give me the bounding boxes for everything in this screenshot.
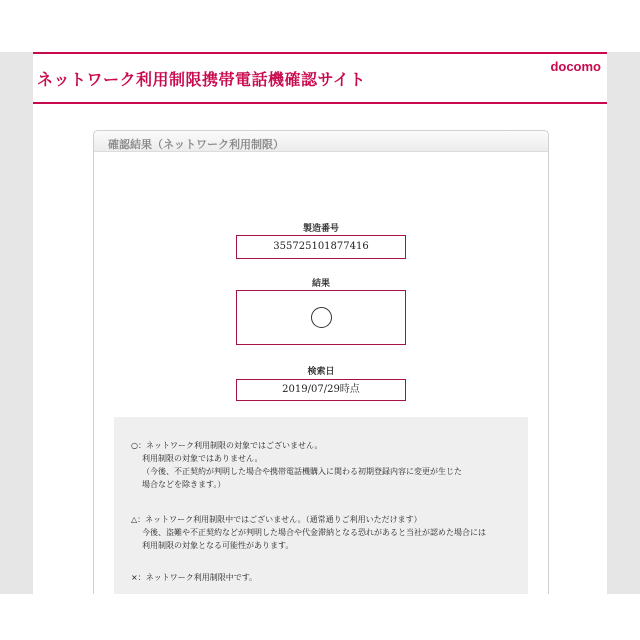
legend-cross — [131, 571, 257, 584]
legend-triangle-text-cont: 利用制限の対象となる可能性があります。 — [142, 541, 294, 550]
legend-triangle — [131, 513, 486, 552]
result-card-header — [94, 131, 548, 152]
legend-circle-text: 利用制限の対象ではありません。 — [142, 454, 263, 463]
result-value-box — [236, 290, 406, 345]
site-title: ネットワーク利用制限携帯電話機確認サイト — [37, 70, 366, 89]
legend-circle-note-cont: 場合などを除きます。） — [142, 480, 226, 489]
result-card — [93, 130, 549, 596]
docomo-logo[interactable]: docomo — [550, 59, 601, 74]
date-label: 検索日 — [307, 367, 335, 377]
legend-panel — [114, 417, 528, 595]
legend-circle-note: （今後、不正契約が判明した場合や携帯電話機購入に関わる初期登録内容に変更が生じた — [142, 467, 462, 476]
bottom-margin — [0, 594, 640, 640]
legend-circle-title: ○：ネットワーク利用制限の対象ではございません。 — [131, 441, 323, 450]
browser-viewport — [0, 52, 640, 594]
serial-label: 製造番号 — [302, 224, 339, 234]
circle-mark-icon — [311, 307, 332, 328]
serial-value-box: 355725101877416 — [236, 235, 406, 259]
top-margin — [0, 0, 640, 52]
date-value-box: 2019/07/29時点 — [236, 379, 406, 401]
result-card-title: 確認結果（ネットワーク利用制限） — [108, 138, 284, 151]
legend-triangle-title: △：ネットワーク利用制限中ではございません。（通常通りご利用いただけます） — [131, 515, 422, 524]
legend-triangle-text: 今後、盗難や不正契約などが判明した場合や代金滞納となる恐れがあると当社が認めた場合には — [142, 528, 486, 537]
site-header — [33, 52, 607, 104]
legend-cross-title: ×：ネットワーク利用制限中です。 — [131, 573, 258, 582]
result-label: 結果 — [311, 279, 330, 289]
legend-circle — [131, 439, 462, 491]
page-container — [33, 52, 607, 594]
